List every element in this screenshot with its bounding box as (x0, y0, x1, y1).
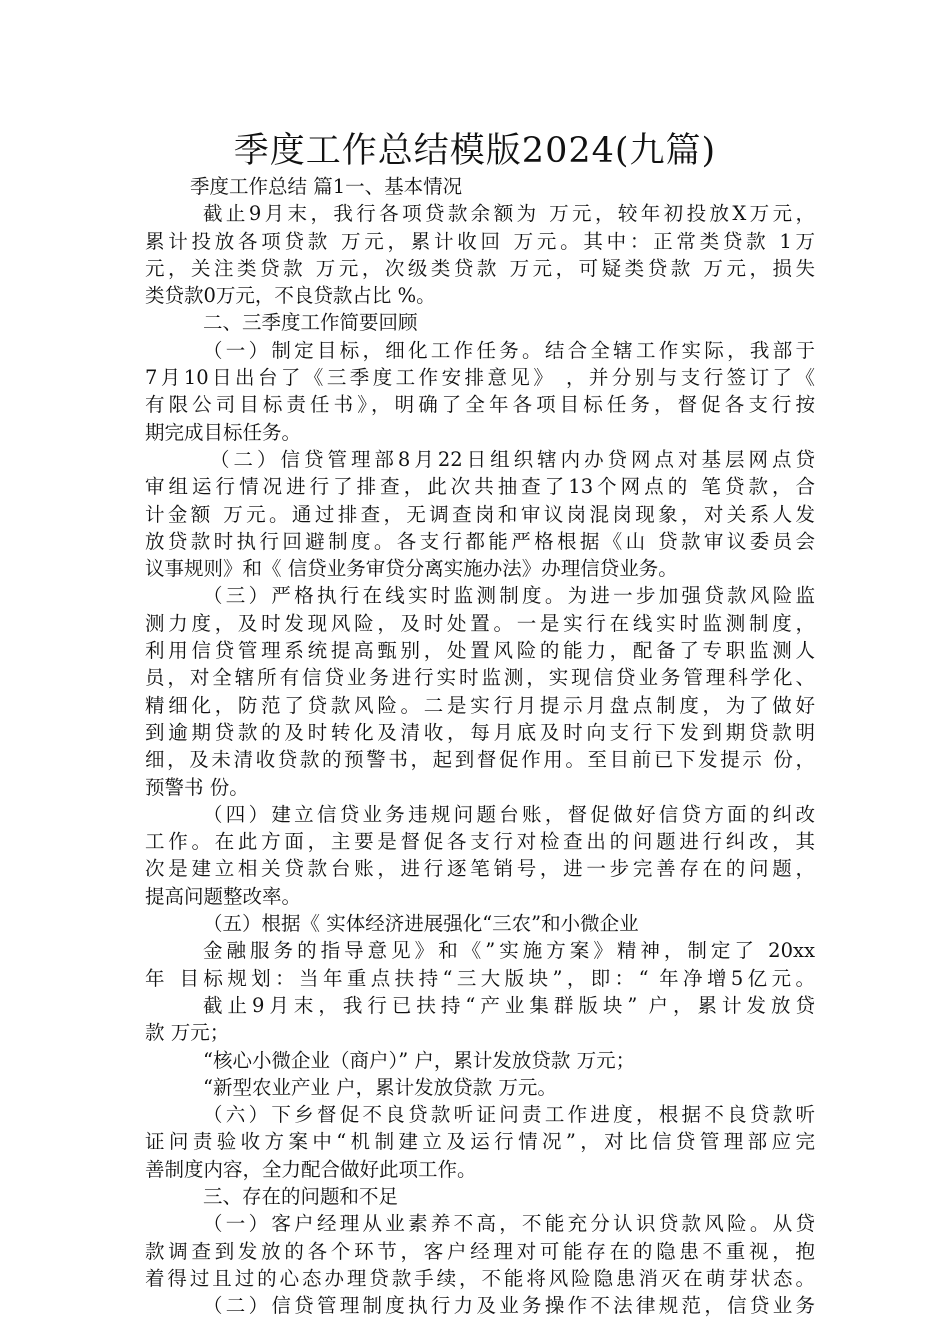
body-text-line: 工作。在此方面，主要是督促各支行对检查出的问题进行纠改，其 (145, 830, 815, 854)
document-title: 季度工作总结模版2024(九篇) (233, 131, 717, 171)
body-text-line: （五）根据《 实体经济进展强化“三农”和小微企业 (203, 912, 639, 936)
body-text-line: 审组运行情况进行了排查，此次共抽查了13个网点的 笔贷款，合 (145, 475, 815, 499)
body-text-line: 三、存在的问题和不足 (203, 1184, 399, 1208)
body-text-line: 有限公司目标责任书》，明确了全年各项目标任务，督促各支行按 (145, 393, 815, 417)
body-text-line: 款 万元； (145, 1021, 230, 1045)
body-text-line: 计金额 万元。通过排查，无调查岗和审议岗混岗现象，对关系人发 (145, 502, 815, 526)
body-text-line: “核心小微企业（商户）” 户，累计发放贷款 万元； (203, 1048, 636, 1072)
body-text-line: 累计投放各项贷款 万元，累计收回 万元。其中：正常类贷款 1万 (145, 229, 815, 253)
body-text-line: 着得过且过的心态办理贷款手续，不能将风险隐患消灭在萌芽状态。 (145, 1266, 815, 1290)
body-text-line: 精细化，防范了贷款风险。二是实行月提示月盘点制度，为了做好 (145, 693, 815, 717)
body-text-line: 二、三季度工作简要回顾 (203, 311, 418, 335)
body-text-line: 季度工作总结 篇1一、基本情况 (190, 175, 463, 198)
body-text-line: 次是建立相关贷款台账，进行逐笔销号，进一步完善存在的问题， (145, 857, 815, 881)
body-text-line: 预警书 份。 (145, 775, 249, 799)
body-text-line: 证问责验收方案中“机制建立及运行情况”，对比信贷管理部应完 (145, 1130, 815, 1154)
body-text-line: 类贷款0万元，不良贷款占比 %。 (145, 284, 436, 308)
body-text-line: 员，对全辖所有信贷业务进行实时监测，实现信贷业务管理科学化、 (145, 666, 815, 690)
body-text-line: 善制度内容，全力配合做好此项工作。 (145, 1157, 477, 1181)
body-text-line: （四）建立信贷业务违规问题台账，督促做好信贷方面的纠改 (203, 802, 815, 826)
body-text-line: 7月10日出台了《三季度工作安排意见》 ，并分别与支行签订了《 (145, 366, 815, 390)
body-text-line: 放贷款时执行回避制度。各支行都能严格根据《山 贷款审议委员会 (145, 529, 815, 553)
body-text-line: 款调查到发放的各个环节，客户经理对可能存在的隐患不重视，抱 (145, 1239, 815, 1263)
body-text-line: （六）下乡督促不良贷款听证问责工作进度，根据不良贷款听 (203, 1103, 815, 1127)
body-text-line: 提高问题整改率。 (145, 884, 302, 908)
body-text-line: 利用信贷管理系统提高甄别，处置风险的能力，配备了专职监测人 (145, 639, 815, 663)
body-text-line: 测力度，及时发现风险，及时处置。一是实行在线实时监测制度， (145, 611, 815, 635)
body-text-line: 金融服务的指导意见》和《”实施方案》精神，制定了 20xx (203, 939, 815, 963)
body-text-line: 细，及未清收贷款的预警书，起到督促作用。至目前已下发提示 份， (145, 748, 815, 772)
body-text-line: （一）客户经理从业素养不高，不能充分认识贷款风险。从贷 (203, 1212, 815, 1236)
body-text-line: “新型农业产业 户，累计发放贷款 万元。 (203, 1075, 557, 1099)
body-text-line: 年 目标规划：当年重点扶持“三大版块”，即：“ 年净增5亿元。 (145, 966, 815, 990)
body-text-line: 截止9月末，我行已扶持“产业集群版块” 户，累计发放贷 (203, 993, 815, 1017)
body-text-line: 到逾期贷款的及时转化及清收，每月底及时向支行下发到期贷款明 (145, 720, 815, 744)
body-text-line: （二）信贷管理部8月22日组织辖内办贷网点对基层网点贷 (210, 447, 815, 471)
body-text-line: 截止9月末，我行各项贷款余额为 万元，较年初投放X万元， (203, 202, 815, 226)
body-text-line: 元，关注类贷款 万元，次级类贷款 万元，可疑类贷款 万元，损失 (145, 256, 815, 280)
body-text-line: （一）制定目标，细化工作任务。结合全辖工作实际，我部于 (203, 338, 815, 362)
body-text-line: （二）信贷管理制度执行力及业务操作不法律规范，信贷业务 (203, 1294, 815, 1318)
body-text-line: （三）严格执行在线实时监测制度。为进一步加强贷款风险监 (203, 584, 815, 608)
body-text-line: 期完成目标任务。 (145, 420, 302, 444)
body-text-line: 议事规则》和《 信贷业务审贷分离实施办法》办理信贷业务。 (145, 557, 678, 581)
document-body (145, 173, 815, 1319)
